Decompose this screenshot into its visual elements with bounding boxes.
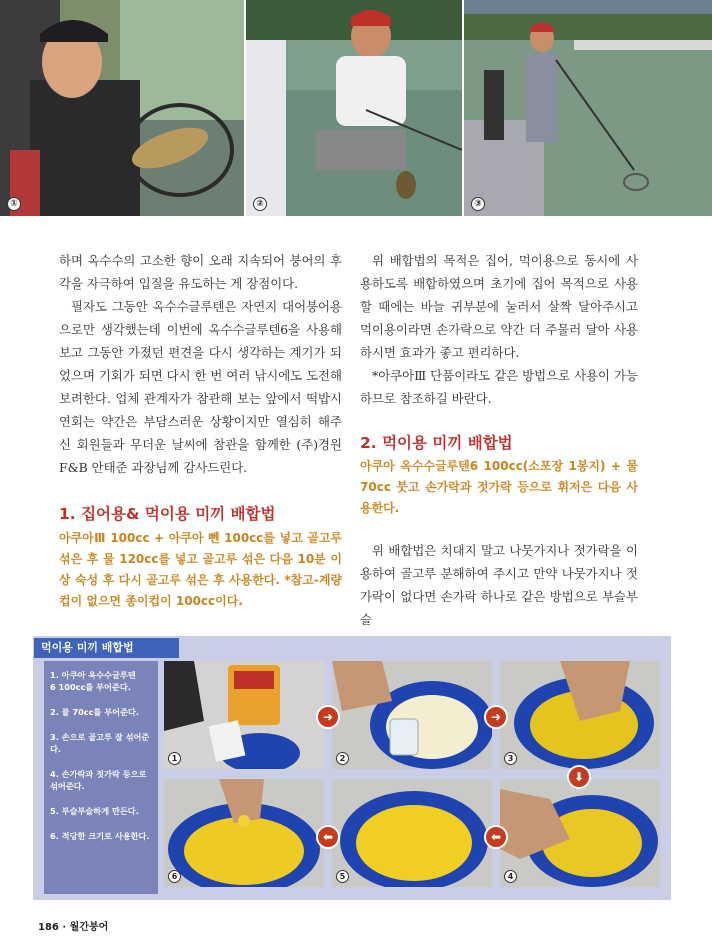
- paragraph: 위 배합법의 목적은 집어, 먹이용으로 동시에 사용하도록 배합하였으며 초기에 집어 목적으로 사용 할 때에는 바늘 귀부분에 눌러서 살짝 달아주시고 먹이용이라면 손가락으로 약간 더 주물러 달아 사용하시면 효과가 좋고 편리하다.: [360, 253, 638, 360]
- page-folio: [38, 918, 108, 933]
- paragraph: *아쿠아Ⅲ 단품이라도 같은 방법으로 사용이 가능하므로 참조하길 바란다.: [360, 368, 638, 406]
- step-item: 5. 부슬부슬하게 만든다.: [50, 806, 139, 816]
- photo-2: [246, 0, 462, 216]
- paragraph: 위 배합법은 치대지 말고 나뭇가지나 젓가락을 이용하여 골고루 분해하여 주시고 만약 나뭇가지나 젓가락이 없다면 손가락 하나로 같은 방법으로 부슬부슬: [360, 543, 638, 627]
- pouring-water-photo: [332, 661, 492, 769]
- folio-separator: ·: [62, 922, 67, 933]
- step-item: 2. 물 70cc를 부어준다.: [50, 707, 140, 717]
- photo-number: ①: [7, 197, 21, 211]
- step-photo-4: [500, 779, 660, 887]
- section-body-1: 아쿠아Ⅲ 100cc + 아쿠아 뻰 100cc를 넣고 골고루 섞은 후 물 120cc를 넣고 골고루 섞은 다음 10분 이상 숙성 후 다시 골고루 섞은 후 사용한다. *참고-계량컵이 없으면 종이컵이 100cc이다.: [59, 531, 342, 608]
- photo-number: ②: [253, 197, 267, 211]
- article-column-right: [360, 249, 638, 631]
- step-photo-3: [500, 661, 660, 769]
- photo-1: [0, 0, 244, 216]
- step-photo-number: 4: [504, 870, 517, 883]
- step-photo-number: 2: [336, 752, 349, 765]
- arrow-right-icon: ➜: [484, 705, 508, 729]
- arrow-left-icon: ⬅: [484, 825, 508, 849]
- fisherman-reeling-fish-photo: [246, 0, 462, 216]
- photo-number: ③: [471, 197, 485, 211]
- fisherman-holding-carp-photo: [0, 0, 244, 216]
- arrow-down-icon: ⬇: [567, 765, 591, 789]
- bait-ball-photo: [164, 779, 324, 887]
- step-photo-number: 1: [168, 752, 181, 765]
- paragraph: 하며 옥수수의 고소한 향이 오래 지속되어 붕어의 후각을 자극하여 입질을 유도하는 게 장점이다.: [59, 253, 342, 291]
- step-photo-number: 5: [336, 870, 349, 883]
- magazine-name: 월간붕어: [69, 922, 109, 933]
- bait-package-photo: [164, 661, 324, 769]
- stirring-bait-photo: [500, 779, 660, 887]
- step-photo-number: 3: [504, 752, 517, 765]
- step-item: 1. 아쿠아 옥수수글루텐 6 100cc를 부어준다.: [50, 670, 136, 692]
- article-column-left: [59, 249, 342, 612]
- recipe-steps-panel: [44, 661, 158, 894]
- section-heading-1: 1. 집어용& 먹이용 미끼 배합법: [59, 505, 276, 523]
- page-number: 186: [38, 922, 59, 933]
- paragraph: 필자도 그동안 옥수수글루텐은 자연지 대어붕어용으로만 생각했는데 이번에 옥수수글루텐6을 사용해보고 그동안 가졌던 편견을 다시 생각하는 계기가 되었으며 기회가 되면 다시 한 번 여러 낚시에도 도전해 보려한다. 업체 관계자가 참관해 보는 앞에서 떡밥시연회는 약간은 부담스러운 상황이지만 열심히 해주신 회원들과 무더운 날씨에 참관을 함께한 (주)경원F&B 안태준 과장님께 감사드린다.: [59, 299, 342, 475]
- mixing-by-hand-photo: [500, 661, 660, 769]
- step-item: 3. 손으로 골고루 잘 섞어준다.: [50, 732, 150, 754]
- step-photo-1: [164, 661, 324, 769]
- arrow-right-icon: ➜: [316, 705, 340, 729]
- photo-3: [464, 0, 712, 216]
- recipe-box-title: 먹이용 미끼 배합법: [34, 638, 179, 658]
- step-item: 6. 적당한 크기로 사용한다.: [50, 831, 150, 841]
- step-photo-number: 6: [168, 870, 181, 883]
- step-photo-5: [332, 779, 492, 887]
- section-heading-2: 2. 먹이용 미끼 배합법: [360, 434, 513, 452]
- step-item: 4. 손가락과 젓가락 등으로 섞어준다.: [50, 769, 147, 791]
- step-photo-2: [332, 661, 492, 769]
- step-photo-6: [164, 779, 324, 887]
- section-body-2: 아쿠아 옥수수글루텐6 100cc(소포장 1봉지) + 물 70cc 붓고 손가락과 젓가락 등으로 휘저은 다음 사용한다.: [360, 459, 638, 515]
- arrow-left-icon: ⬅: [316, 825, 340, 849]
- fisherman-landing-fish-photo: [464, 0, 712, 216]
- crumbly-bait-photo: [332, 779, 492, 887]
